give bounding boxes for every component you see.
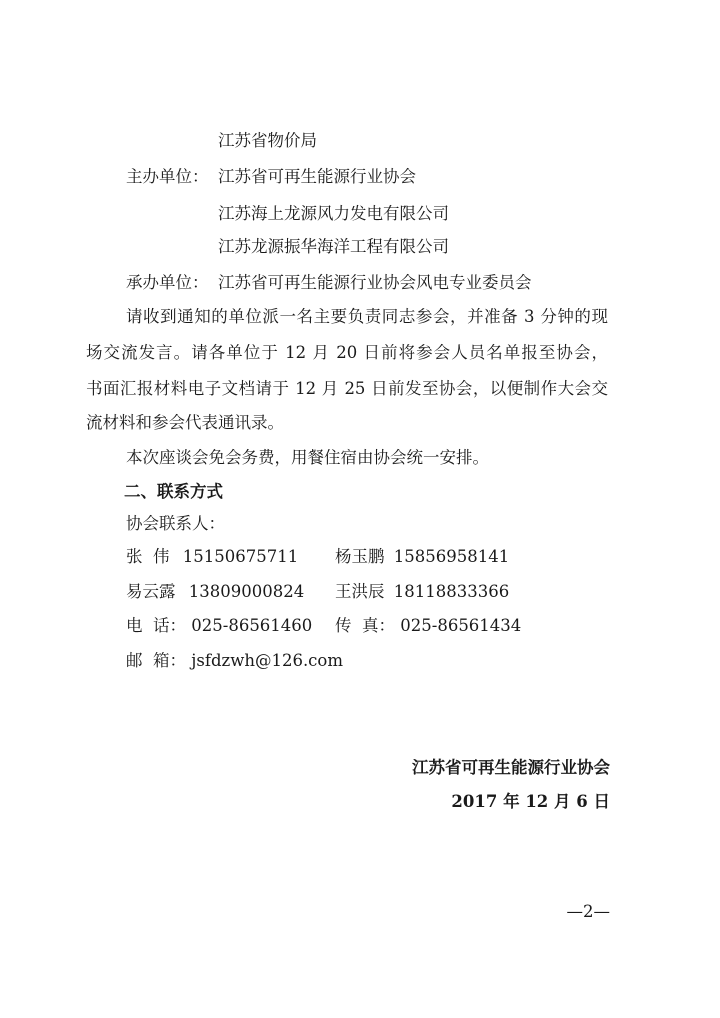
email-address: jsfdzwh@126.com	[191, 651, 344, 670]
signature-date: 2017 年 12 月 6 日	[451, 792, 610, 811]
contact-name: 易云露	[126, 582, 176, 601]
guide-unit-continuation: 江苏省物价局	[218, 131, 317, 150]
telephone-number: 025-86561460	[191, 616, 313, 635]
fax-number: 025-86561434	[400, 616, 522, 635]
contact-name: 王洪辰	[335, 582, 385, 601]
contact-phone: 15856958141	[393, 547, 510, 566]
contact-name: 杨玉鹏	[335, 547, 385, 566]
contacts-label: 协会联系人：	[126, 514, 225, 533]
email-label: 邮 箱：	[126, 651, 186, 670]
email-row	[126, 650, 343, 672]
contact-name: 张 伟	[126, 547, 170, 566]
signature-organization: 江苏省可再生能源行业协会	[412, 758, 610, 777]
contact-row-3	[126, 581, 304, 603]
contact-row-1	[126, 546, 298, 568]
contact-row-4	[335, 581, 509, 603]
fax-label: 传 真：	[335, 616, 395, 635]
notice-line-2: 场交流发言。请各单位于 12 月 20 日前将参会人员名单报至协会，	[86, 343, 608, 362]
contact-phone: 13809000824	[188, 582, 305, 601]
undertake-unit: 江苏省可再生能源行业协会风电专业委员会	[218, 273, 532, 292]
telephone-row	[126, 615, 312, 637]
contact-heading: 二、联系方式	[124, 482, 223, 501]
telephone-label: 电 话：	[126, 616, 186, 635]
contact-row-2	[335, 546, 509, 568]
host-label: 主办单位：	[126, 167, 209, 186]
fax-row	[335, 615, 521, 637]
notice-line-1: 请收到通知的单位派一名主要负责同志参会，并准备 3 分钟的现	[126, 307, 608, 326]
host-unit-1: 江苏省可再生能源行业协会	[218, 167, 416, 186]
notice-line-3: 书面汇报材料电子文档请于 12 月 25 日前发至协会，以便制作大会交	[86, 379, 608, 398]
notice-paragraph-2: 本次座谈会免会务费，用餐住宿由协会统一安排。	[126, 448, 489, 467]
contact-phone: 18118833366	[393, 582, 510, 601]
host-unit-3: 江苏龙源振华海洋工程有限公司	[218, 237, 449, 256]
undertake-label: 承办单位：	[126, 273, 209, 292]
host-unit-2: 江苏海上龙源风力发电有限公司	[218, 204, 449, 223]
notice-line-4: 流材料和参会代表通讯录。	[86, 413, 284, 432]
page-number: —2—	[566, 902, 610, 921]
contact-phone: 15150675711	[182, 547, 299, 566]
